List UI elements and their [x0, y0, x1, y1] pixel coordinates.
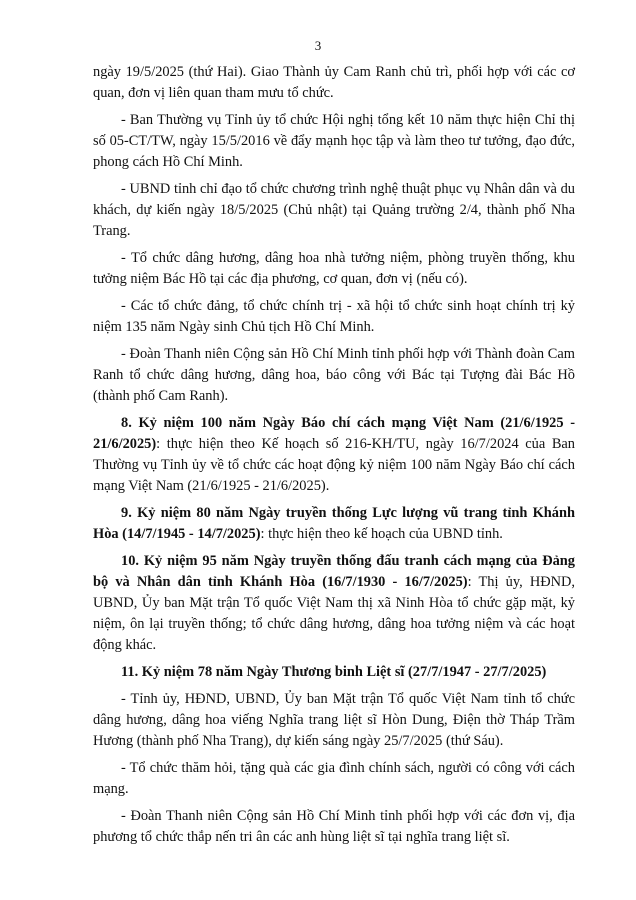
- paragraph-text: - UBND tỉnh chỉ đạo tổ chức chương trình nghệ thuật phục vụ Nhân dân và du khách, dự kiến ngày 18/5/2025 (Chủ nhật) tại Quảng trường 2/4, thành phố Nha Trang.: [93, 181, 575, 239]
- paragraph-bullet: [93, 689, 575, 752]
- document-body: [93, 62, 575, 854]
- paragraph-text: : thực hiện theo Kế hoạch số 216-KH/TU, ngày 16/7/2024 của Ban Thường vụ Tỉnh ủy về tổ chức các hoạt động kỷ niệm 100 năm Ngày Báo chí cách mạng Việt Nam (21/6/1925 - 21/6/2025).: [93, 436, 575, 494]
- section-11: [93, 662, 575, 683]
- paragraph-continuation: [93, 62, 575, 104]
- section-heading: 10. Kỷ niệm 95 năm Ngày truyền thống đấu tranh cách mạng của Đảng bộ và Nhân dân tỉnh Khánh Hòa (16/7/1930 - 16/7/2025): [93, 553, 575, 590]
- paragraph-text: : Thị ủy, HĐND, UBND, Ủy ban Mặt trận Tổ quốc Việt Nam thị xã Ninh Hòa tổ chức gặp mặt, kỷ niệm, ôn lại truyền thống; tổ chức dâng hương, dâng hoa tưởng niệm và các hoạt động khác.: [93, 574, 575, 653]
- paragraph-bullet: [93, 758, 575, 800]
- paragraph-bullet: [93, 344, 575, 407]
- paragraph-bullet: [93, 179, 575, 242]
- paragraph-text: : thực hiện theo kế hoạch của UBND tỉnh.: [260, 526, 503, 542]
- paragraph-text: - Đoàn Thanh niên Cộng sản Hồ Chí Minh tỉnh phối hợp với Thành đoàn Cam Ranh tổ chức dâng hương, dâng hoa, báo công với Bác tại Tượng đài Bác Hồ (thành phố Cam Ranh).: [93, 346, 575, 404]
- paragraph-bullet: [93, 296, 575, 338]
- paragraph-text: - Tổ chức dâng hương, dâng hoa nhà tưởng niệm, phòng truyền thống, khu tưởng niệm Bác Hồ tại các địa phương, cơ quan, đơn vị (nếu có).: [93, 250, 575, 287]
- paragraph-text: - Ban Thường vụ Tỉnh ủy tổ chức Hội nghị tổng kết 10 năm thực hiện Chỉ thị số 05-CT/TW, ngày 15/5/2016 về đẩy mạnh học tập và làm theo tư tưởng, đạo đức, phong cách Hồ Chí Minh.: [93, 112, 575, 170]
- section-8: [93, 413, 575, 497]
- paragraph-bullet: [93, 806, 575, 848]
- section-heading: 8. Kỷ niệm 100 năm Ngày Báo chí cách mạng Việt Nam (21/6/1925 - 21/6/2025): [93, 415, 575, 452]
- page-number: 3: [314, 38, 322, 53]
- paragraph-text: - Tổ chức thăm hỏi, tặng quà các gia đình chính sách, người có công với cách mạng.: [93, 760, 575, 797]
- section-heading: 9. Kỷ niệm 80 năm Ngày truyền thống Lực lượng vũ trang tỉnh Khánh Hòa (14/7/1945 - 14/7/2025): [93, 505, 575, 542]
- paragraph-text: ngày 19/5/2025 (thứ Hai). Giao Thành ủy Cam Ranh chủ trì, phối hợp với các cơ quan, đơn vị liên quan tham mưu tổ chức.: [93, 64, 575, 101]
- section-10: [93, 551, 575, 656]
- paragraph-bullet: [93, 248, 575, 290]
- paragraph-text: - Tỉnh ủy, HĐND, UBND, Ủy ban Mặt trận Tổ quốc Việt Nam tỉnh tổ chức dâng hương, dâng hoa viếng Nghĩa trang liệt sĩ Hòn Dung, Điện thờ Tháp Trầm Hương (thành phố Nha Trang), dự kiến sáng ngày 25/7/2025 (thứ Sáu).: [93, 691, 575, 749]
- paragraph-text: - Đoàn Thanh niên Cộng sản Hồ Chí Minh tỉnh phối hợp với các đơn vị, địa phương tổ chức thắp nến tri ân các anh hùng liệt sĩ tại nghĩa trang liệt sĩ.: [93, 808, 575, 845]
- section-9: [93, 503, 575, 545]
- paragraph-bullet: [93, 110, 575, 173]
- section-heading: 11. Kỷ niệm 78 năm Ngày Thương binh Liệt sĩ (27/7/1947 - 27/7/2025): [121, 664, 547, 680]
- paragraph-text: - Các tổ chức đảng, tổ chức chính trị - xã hội tổ chức sinh hoạt chính trị kỷ niệm 135 năm Ngày sinh Chủ tịch Hồ Chí Minh.: [93, 298, 575, 335]
